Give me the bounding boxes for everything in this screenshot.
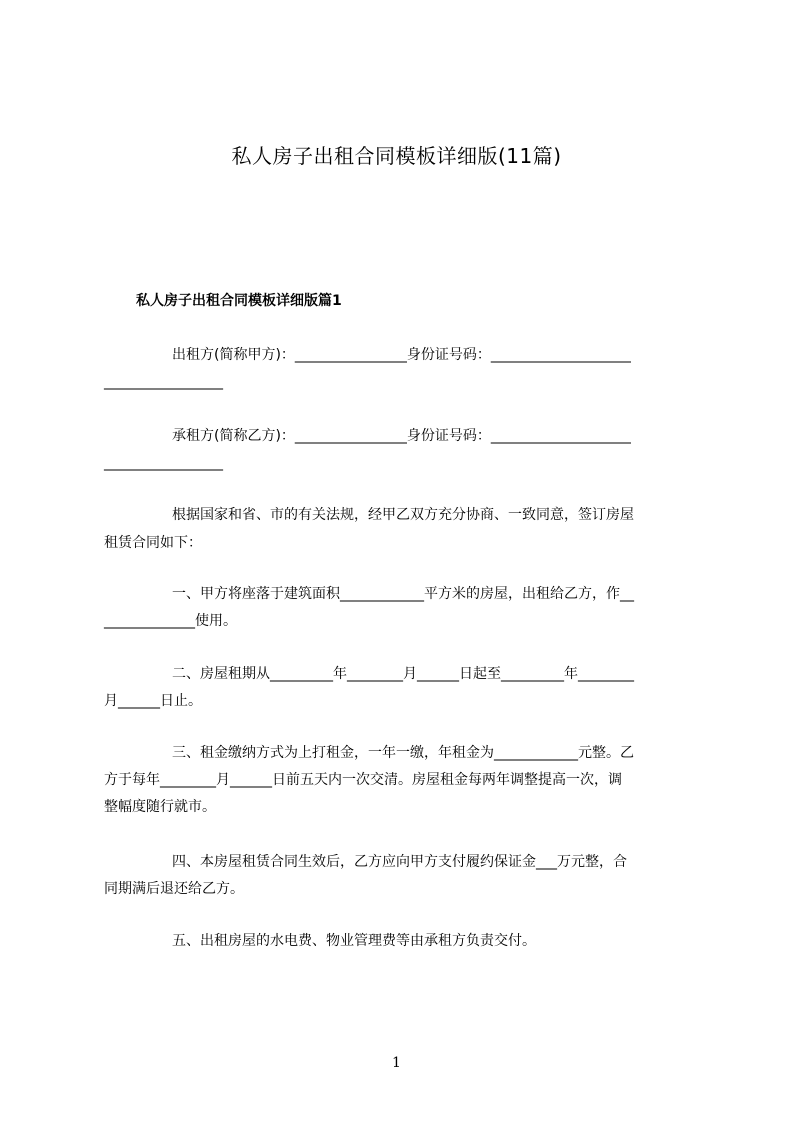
basis-line-1: 根据国家和省、市的有关法规，经甲乙双方充分协商、一致同意，签订房屋 <box>172 507 634 523</box>
lessee-line-1: 承租方(简称乙方)：________________身份证号码：____________________ <box>172 428 631 444</box>
lessee-line-2: _________________ <box>104 455 223 471</box>
clause-4-line-2: 同期满后退还给乙方。 <box>104 881 244 897</box>
clause-2-line-2: 月______日止。 <box>104 693 202 709</box>
basis-line-2: 租赁合同如下： <box>104 535 202 551</box>
clause-1-line-2: _____________使用。 <box>104 613 237 629</box>
clause-3-line-3: 整幅度随行就市。 <box>104 799 216 815</box>
clause-4-line-1: 四、本房屋租赁合同生效后，乙方应向甲方支付履约保证金___万元整，合 <box>172 854 627 870</box>
lessor-line-2: _________________ <box>104 374 223 390</box>
clause-5-line-1: 五、出租房屋的水电费、物业管理费等由承租方负责交付。 <box>172 933 536 949</box>
clause-3-line-1: 三、租金缴纳方式为上打租金，一年一缴，年租金为____________元整。乙 <box>172 745 634 761</box>
section-heading: 私人房子出租合同模板详细版篇1 <box>136 293 342 309</box>
clause-1-line-1: 一、甲方将座落于建筑面积____________平方米的房屋，出租给乙方，作__ <box>172 586 634 602</box>
page-number: 1 <box>392 1055 401 1071</box>
lessor-line-1: 出租方(简称甲方)：________________身份证号码：____________________ <box>172 347 631 363</box>
document-title: 私人房子出租合同模板详细版(11篇) <box>231 144 562 168</box>
clause-3-line-2: 方于每年________月______日前五天内一次交清。房屋租金每两年调整提高一次，调 <box>104 772 622 788</box>
clause-2-line-1: 二、房屋租期从_________年________月______日起至_________年________ <box>172 666 634 682</box>
